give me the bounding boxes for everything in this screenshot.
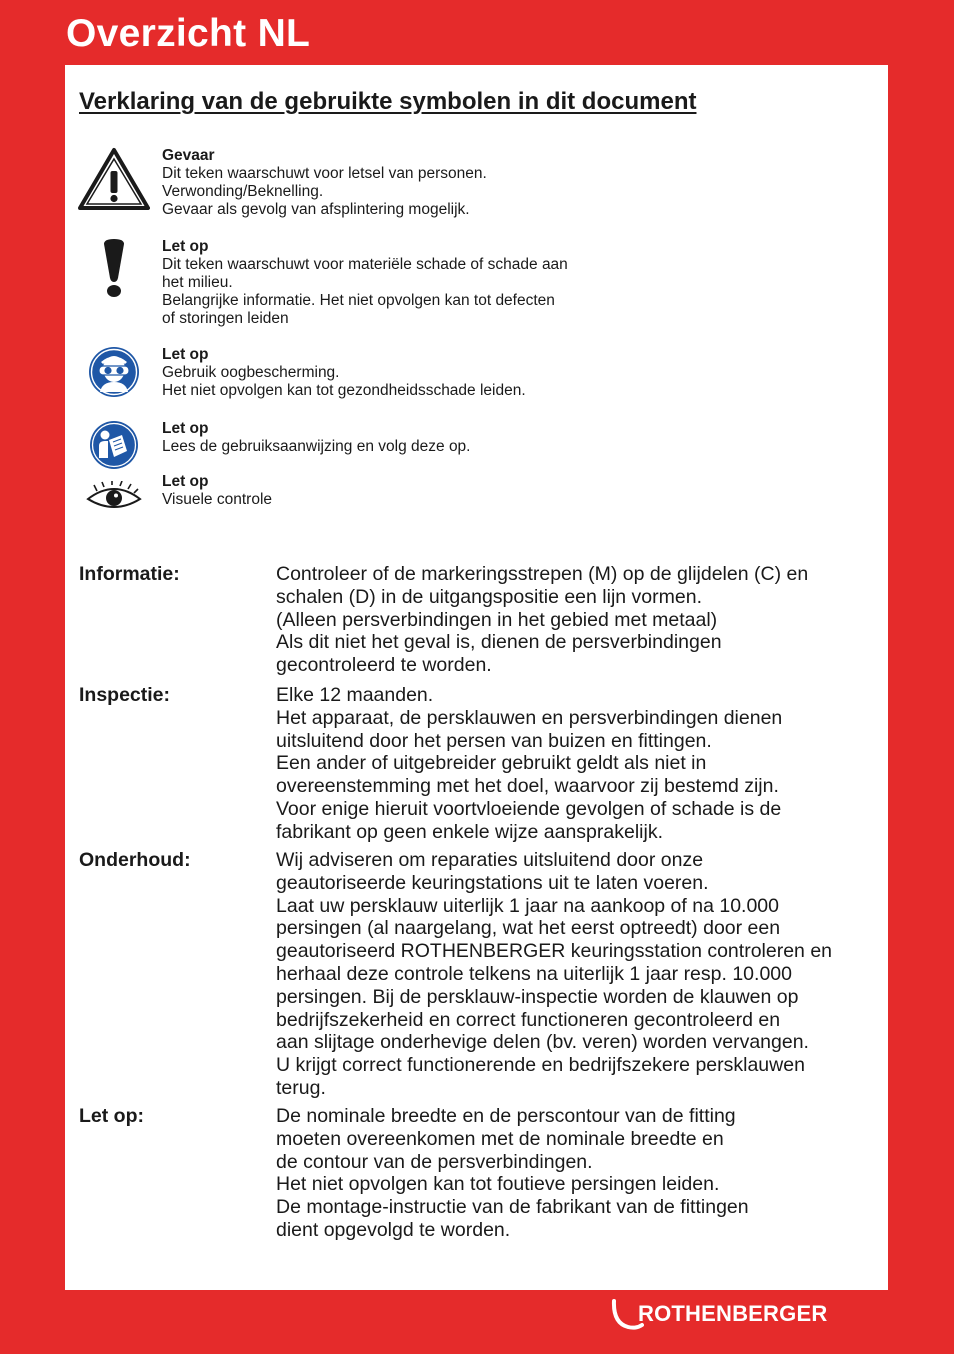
symbol-text-line: Gebruik oogbescherming.: [162, 364, 340, 381]
symbol-label: Gevaar: [162, 147, 215, 164]
info-text-line: Als dit niet het geval is, dienen de persverbindingen: [276, 631, 722, 654]
info-text-line: dient opgevolgd te worden.: [276, 1218, 511, 1241]
info-text-line: Een ander of uitgebreider gebruikt geldt als niet in: [276, 752, 707, 775]
info-text-line: geautoriseerd ROTHENBERGER keuringsstation controleren en: [276, 940, 833, 963]
info-text-line: herhaal deze controle telkens na uiterlijk 1 jaar resp. 10.000: [276, 962, 792, 985]
info-text-line: Laat uw persklauw uiterlijk 1 jaar na aankoop of na 10.000: [276, 894, 779, 917]
info-text-line: gecontroleerd te worden.: [276, 654, 492, 677]
symbol-label: Let op: [162, 420, 209, 437]
symbol-text-line: Verwonding/Beknelling.: [162, 183, 324, 200]
info-text-line: Controleer of de markeringsstrepen (M) op de glijdelen (C) en: [276, 563, 809, 585]
eye-protection-icon: [77, 346, 151, 398]
read-manual-icon: [77, 420, 151, 470]
info-text-line: aan slijtage onderhevige delen (bv. veren) worden vervangen.: [276, 1031, 809, 1054]
symbol-text-line: het milieu.: [162, 274, 233, 291]
exclamation-icon: [77, 238, 151, 298]
symbol-label: Let op: [162, 238, 209, 255]
info-description: [276, 849, 886, 1100]
symbol-text-line: Lees de gebruiksaanwijzing en volg deze op.: [162, 438, 471, 455]
info-text-line: De montage-instructie van de fabrikant van de fittingen: [276, 1196, 749, 1219]
info-text-line: terug.: [276, 1076, 326, 1099]
brand-logo: [610, 1297, 827, 1331]
section-heading: Verklaring van de gebruikte symbolen in dit document: [79, 88, 697, 115]
info-text-line: (Alleen persverbindingen in het gebied met metaal): [276, 608, 718, 631]
info-text-line: De nominale breedte en de perscontour van de fitting: [276, 1105, 736, 1127]
info-text-line: moeten overeenkomen met de nominale breedte en: [276, 1127, 724, 1150]
symbol-text-line: of storingen leiden: [162, 310, 289, 327]
page-title: Overzicht NL: [66, 12, 311, 55]
symbol-label: Let op: [162, 346, 209, 363]
info-term: Onderhoud:: [79, 849, 191, 871]
brand-name: ROTHENBERGER: [638, 1301, 828, 1326]
symbol-label: Let op: [162, 473, 209, 490]
info-text-line: geautoriseerde keuringstations uit te laten voeren.: [276, 871, 709, 894]
info-term: Inspectie:: [79, 684, 171, 706]
symbol-description: [162, 238, 642, 328]
symbol-text-line: Visuele controle: [162, 491, 273, 508]
symbol-description: [162, 473, 642, 509]
info-text-line: fabrikant op geen enkele wijze aansprakelijk.: [276, 820, 663, 843]
info-text-line: Wij adviseren om reparaties uitsluitend door onze: [276, 849, 704, 871]
info-description: [276, 563, 886, 677]
warning-triangle-icon: [77, 147, 151, 211]
info-text-line: de contour van de persverbindingen.: [276, 1150, 593, 1173]
info-text-line: Het apparaat, de persklauwen en persverbindingen dienen: [276, 706, 783, 729]
info-description: [276, 1105, 886, 1242]
eye-icon: [77, 481, 151, 513]
info-text-line: overeenstemming met het doel, waarvoor zij bestemd zijn.: [276, 775, 779, 798]
info-text-line: Elke 12 maanden.: [276, 684, 434, 706]
info-description: [276, 684, 886, 844]
symbol-text-line: Het niet opvolgen kan tot gezondheidsschade leiden.: [162, 382, 526, 399]
info-term: Informatie:: [79, 563, 180, 585]
symbol-description: [162, 420, 642, 456]
info-term: Let op:: [79, 1105, 144, 1127]
info-text-line: persingen. Bij de persklauw-inspectie worden de klauwen op: [276, 985, 799, 1008]
info-text-line: U krijgt correct functionerende en bedrijfszekere persklauwen: [276, 1054, 805, 1077]
info-text-line: uitsluitend door het persen van buizen en fittingen.: [276, 729, 712, 752]
info-text-line: Voor enige hieruit voortvloeiende gevolgen of schade is de: [276, 797, 782, 820]
symbol-text-line: Gevaar als gevolg van afsplintering mogelijk.: [162, 201, 470, 218]
content-panel: [65, 65, 888, 1290]
info-text-line: persingen (al naargelang, wat het eerst optreedt) door een: [276, 917, 781, 940]
info-text-line: Het niet opvolgen kan tot foutieve persingen leiden.: [276, 1173, 720, 1196]
symbol-description: [162, 147, 642, 219]
info-text-line: bedrijfszekerheid en correct functioneren gecontroleerd en: [276, 1008, 781, 1031]
info-text-line: schalen (D) in de uitgangspositie een lijn vormen.: [276, 585, 702, 608]
symbol-text-line: Belangrijke informatie. Het niet opvolgen kan tot defecten: [162, 292, 555, 309]
symbol-text-line: Dit teken waarschuwt voor letsel van personen.: [162, 165, 487, 182]
symbol-description: [162, 346, 642, 400]
symbol-text-line: Dit teken waarschuwt voor materiële schade of schade aan: [162, 256, 568, 273]
